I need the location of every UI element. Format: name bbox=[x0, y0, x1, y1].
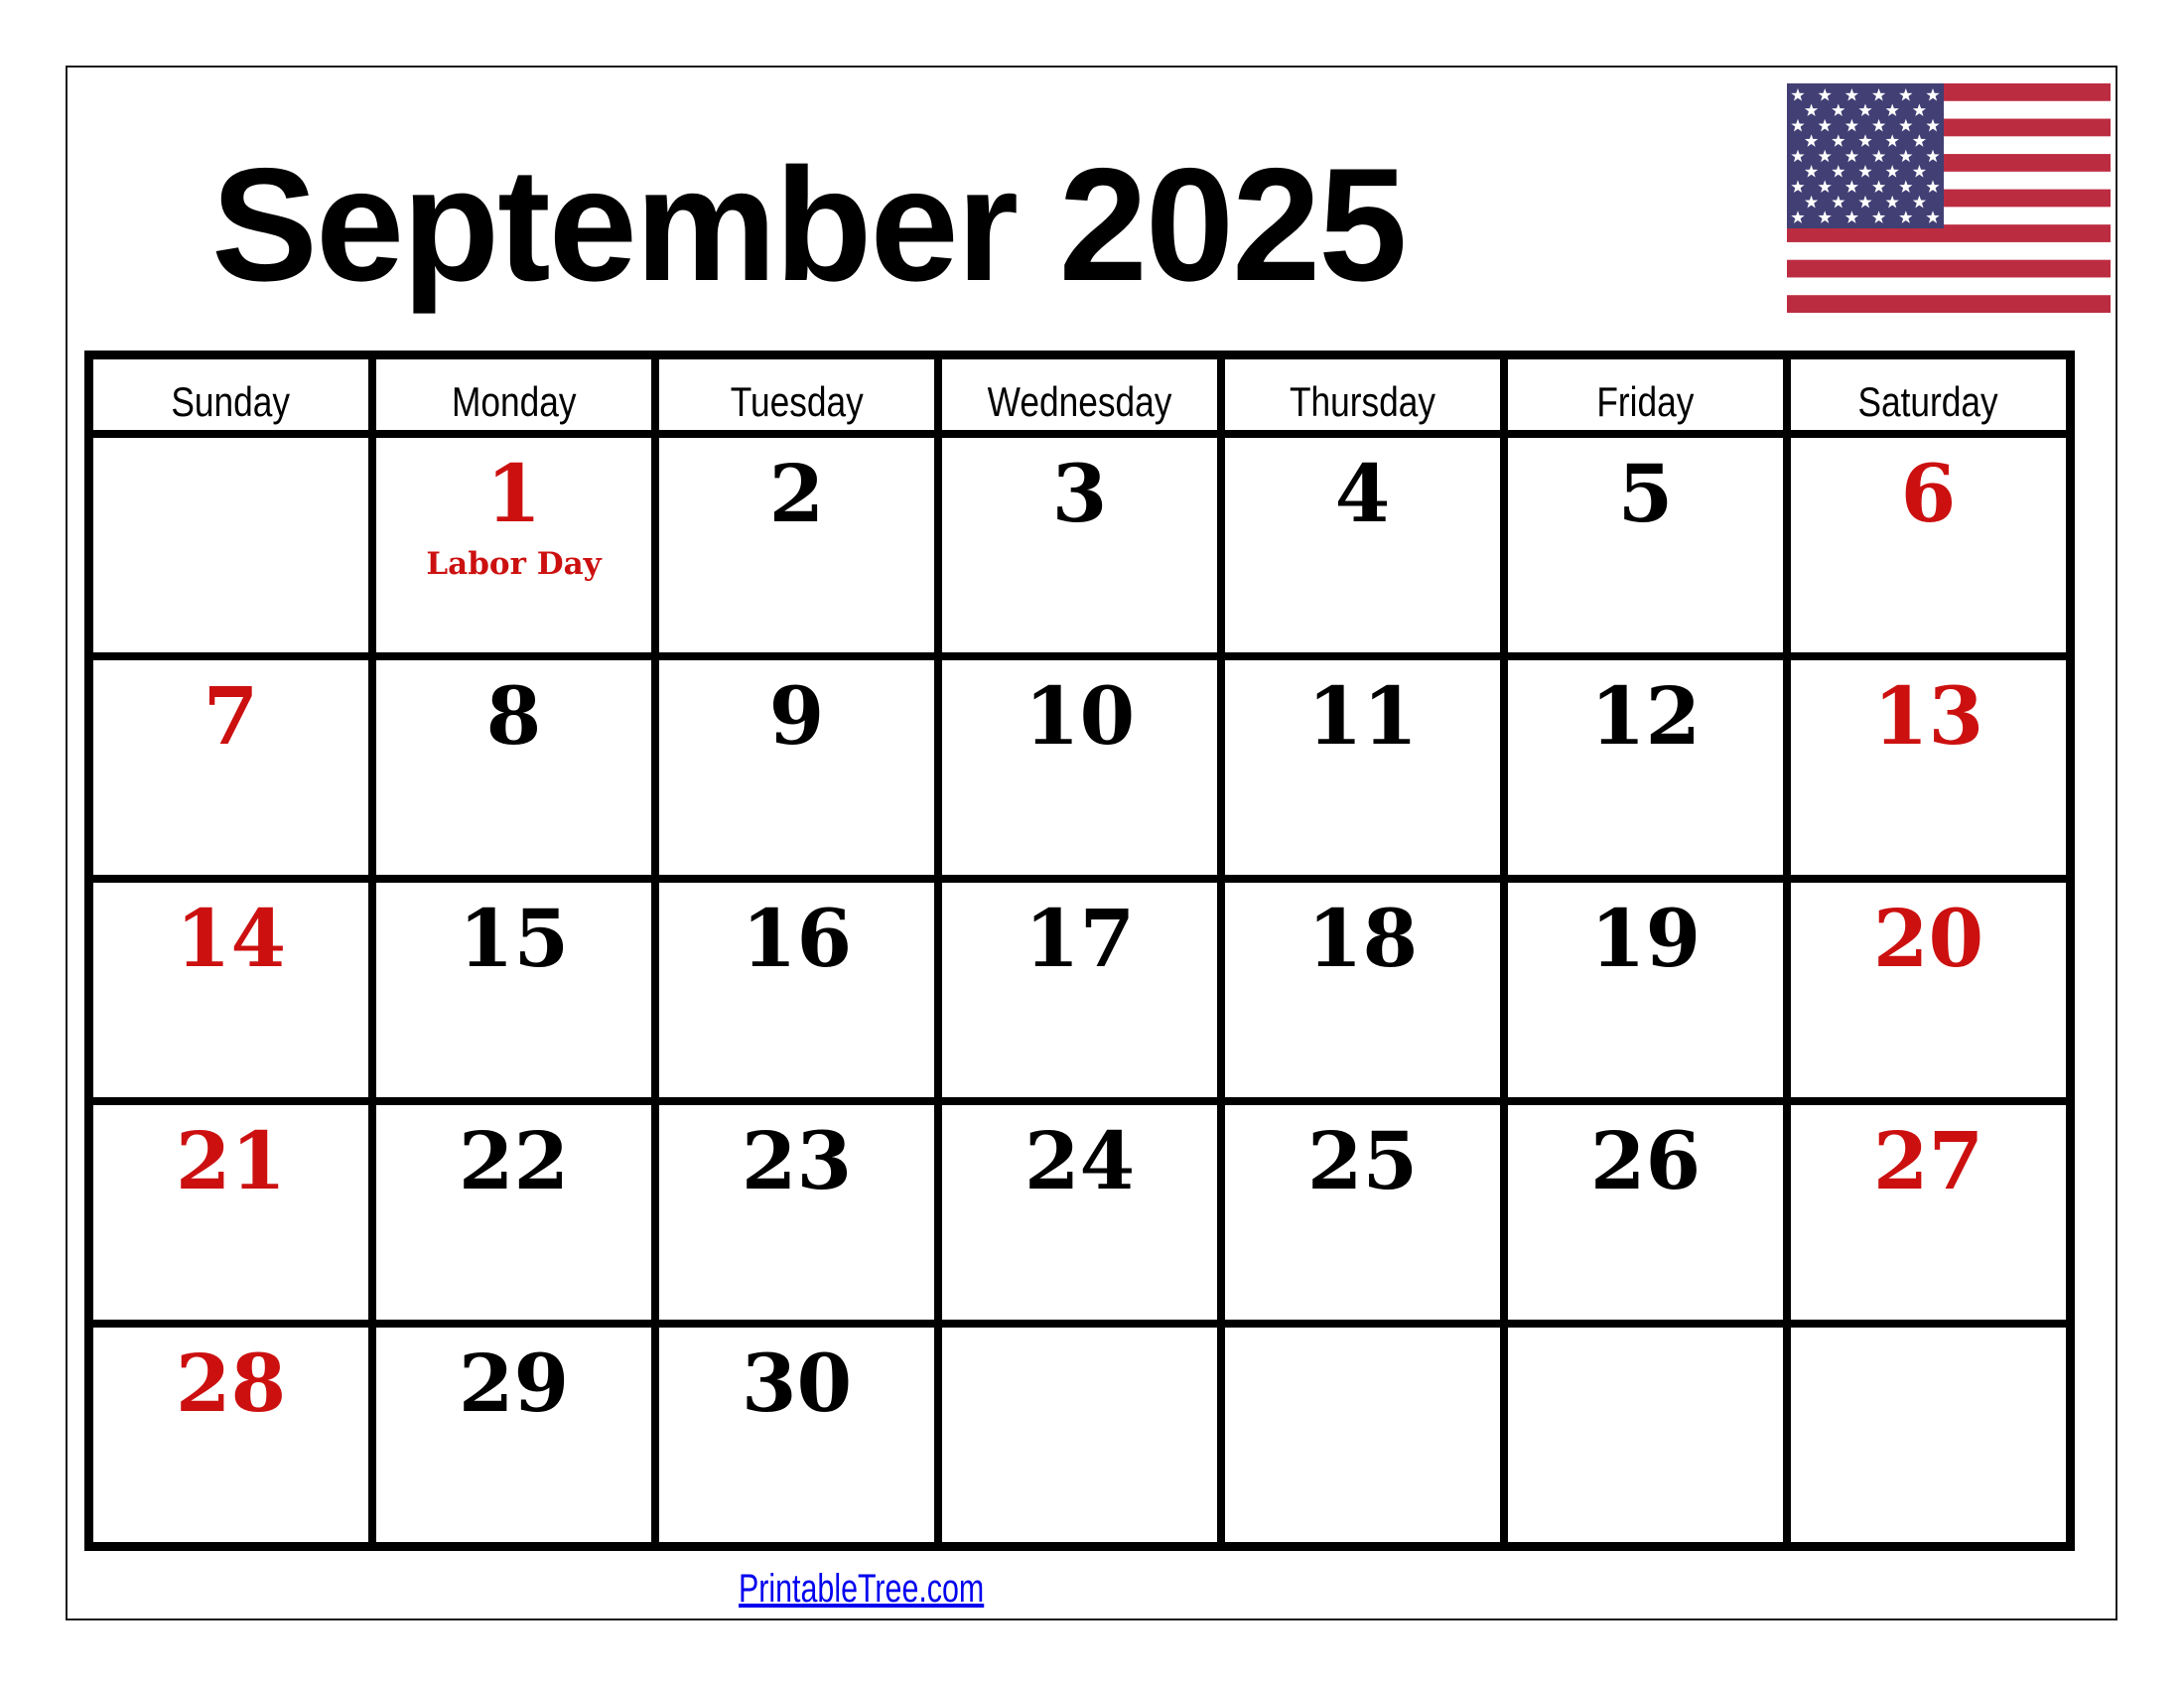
calendar-cell-3 bbox=[942, 438, 1217, 652]
calendar-cell-9 bbox=[659, 660, 934, 875]
day-number: 22 bbox=[458, 1114, 570, 1207]
day-number: 28 bbox=[175, 1336, 287, 1430]
calendar-cell-24 bbox=[942, 1105, 1217, 1320]
day-number: 4 bbox=[1334, 447, 1391, 540]
day-header-label: Thursday bbox=[1289, 377, 1436, 425]
calendar-cell-13 bbox=[1791, 660, 2066, 875]
day-header-label: Sunday bbox=[171, 377, 291, 425]
holiday-label: Labor Day bbox=[426, 546, 602, 582]
calendar-cell-18 bbox=[1225, 883, 1500, 1097]
day-header-label: Monday bbox=[451, 377, 577, 425]
calendar-cell-30 bbox=[659, 1328, 934, 1542]
calendar-cell-11 bbox=[1225, 660, 1500, 875]
day-header-friday bbox=[1508, 359, 1783, 430]
day-header-label: Friday bbox=[1596, 377, 1695, 425]
day-header-label: Saturday bbox=[1857, 377, 1999, 425]
calendar-cell-27 bbox=[1791, 1105, 2066, 1320]
day-number: 26 bbox=[1589, 1114, 1702, 1207]
calendar-cell-empty bbox=[1225, 1328, 1500, 1542]
day-number: 18 bbox=[1306, 892, 1419, 985]
calendar-cell-29 bbox=[376, 1328, 651, 1542]
day-number: 9 bbox=[768, 669, 825, 763]
day-header-thursday bbox=[1225, 359, 1500, 430]
calendar-cell-17 bbox=[942, 883, 1217, 1097]
day-header-sunday bbox=[93, 359, 368, 430]
day-number: 1 bbox=[485, 447, 542, 540]
calendar-cell-7 bbox=[93, 660, 368, 875]
calendar-cell-12 bbox=[1508, 660, 1783, 875]
day-header-monday bbox=[376, 359, 651, 430]
day-number: 29 bbox=[458, 1336, 570, 1430]
day-number: 6 bbox=[1900, 447, 1957, 540]
day-number: 15 bbox=[458, 892, 570, 985]
calendar-grid bbox=[84, 351, 2075, 1551]
day-number: 13 bbox=[1872, 669, 1984, 763]
page-title: September 2025 bbox=[211, 135, 1406, 315]
calendar-cell-15 bbox=[376, 883, 651, 1097]
day-header-label: Tuesday bbox=[730, 377, 864, 425]
day-number: 16 bbox=[741, 892, 853, 985]
day-number: 27 bbox=[1872, 1114, 1984, 1207]
day-number: 30 bbox=[741, 1336, 853, 1430]
calendar-cell-20 bbox=[1791, 883, 2066, 1097]
us-flag-icon bbox=[1787, 83, 2111, 313]
day-number: 25 bbox=[1306, 1114, 1419, 1207]
day-number: 5 bbox=[1617, 447, 1674, 540]
footer-link[interactable]: PrintableTree.com bbox=[739, 1567, 985, 1611]
calendar-cell-22 bbox=[376, 1105, 651, 1320]
calendar-cell-6 bbox=[1791, 438, 2066, 652]
day-number: 7 bbox=[203, 669, 259, 763]
calendar-cell-1 bbox=[376, 438, 651, 652]
day-header-tuesday bbox=[659, 359, 934, 430]
day-number: 8 bbox=[485, 669, 542, 763]
day-number: 10 bbox=[1024, 669, 1136, 763]
day-number: 19 bbox=[1589, 892, 1702, 985]
calendar-cell-empty bbox=[93, 438, 368, 652]
day-number: 14 bbox=[175, 892, 287, 985]
calendar-cell-25 bbox=[1225, 1105, 1500, 1320]
calendar-cell-23 bbox=[659, 1105, 934, 1320]
calendar-cell-empty bbox=[942, 1328, 1217, 1542]
calendar-cell-26 bbox=[1508, 1105, 1783, 1320]
calendar-cell-empty bbox=[1791, 1328, 2066, 1542]
day-header-saturday bbox=[1791, 359, 2066, 430]
calendar-cell-21 bbox=[93, 1105, 368, 1320]
day-header-label: Wednesday bbox=[987, 377, 1172, 425]
day-number: 2 bbox=[768, 447, 825, 540]
day-number: 17 bbox=[1024, 892, 1136, 985]
calendar-cell-empty bbox=[1508, 1328, 1783, 1542]
day-number: 20 bbox=[1872, 892, 1984, 985]
calendar-cell-4 bbox=[1225, 438, 1500, 652]
calendar-cell-5 bbox=[1508, 438, 1783, 652]
calendar-cell-8 bbox=[376, 660, 651, 875]
day-number: 21 bbox=[175, 1114, 287, 1207]
day-number: 11 bbox=[1306, 669, 1419, 763]
calendar-cell-10 bbox=[942, 660, 1217, 875]
calendar-cell-19 bbox=[1508, 883, 1783, 1097]
day-header-wednesday bbox=[942, 359, 1217, 430]
day-number: 12 bbox=[1589, 669, 1702, 763]
calendar-cell-28 bbox=[93, 1328, 368, 1542]
day-number: 23 bbox=[741, 1114, 853, 1207]
day-number: 24 bbox=[1024, 1114, 1136, 1207]
calendar-cell-16 bbox=[659, 883, 934, 1097]
day-number: 3 bbox=[1051, 447, 1108, 540]
calendar-cell-2 bbox=[659, 438, 934, 652]
calendar-cell-14 bbox=[93, 883, 368, 1097]
